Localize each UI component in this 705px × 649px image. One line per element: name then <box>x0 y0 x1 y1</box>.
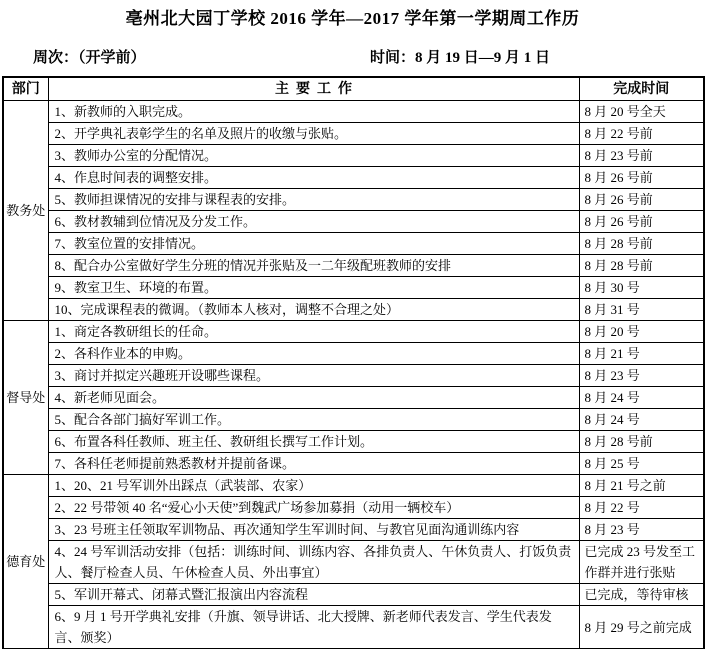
document-page <box>0 8 705 649</box>
table-row <box>3 584 704 606</box>
work-cell: 4、作息时间表的调整安排。 <box>48 167 579 189</box>
work-cell: 2、开学典礼表彰学生的名单及照片的收缴与张贴。 <box>48 123 579 145</box>
time-label: 时间：8 月 19 日—9 月 1 日 <box>370 50 551 66</box>
work-cell: 3、23 号班主任领取军训物品、再次通知学生军训时间、与教官见面沟通训练内容 <box>48 519 579 541</box>
subtitle-row <box>0 46 705 66</box>
work-cell: 5、军训开幕式、闭幕式暨汇报演出内容流程 <box>48 584 579 606</box>
work-cell: 4、24 号军训活动安排（包括：训练时间、训练内容、各排负责人、午休负责人、打饭负责人、餐厅检查人员、午休检查人员、外出事宜） <box>48 541 579 584</box>
due-cell: 8 月 20 号全天 <box>579 101 704 123</box>
table-row <box>3 409 704 431</box>
table-row <box>3 541 704 584</box>
due-cell: 8 月 24 号 <box>579 409 704 431</box>
table-row <box>3 475 704 497</box>
work-cell: 2、22 号带领 40 名“爱心小天使”到魏武广场参加募捐（动用一辆校车） <box>48 497 579 519</box>
table-row <box>3 453 704 475</box>
table-row <box>3 145 704 167</box>
due-cell: 8 月 31 号 <box>579 299 704 321</box>
work-cell: 6、布置各科任教师、班主任、教研组长撰写工作计划。 <box>48 431 579 453</box>
due-cell: 8 月 23 号 <box>579 519 704 541</box>
work-cell: 3、商讨并拟定兴趣班开设哪些课程。 <box>48 365 579 387</box>
work-cell: 9、教室卫生、环境的布置。 <box>48 277 579 299</box>
due-cell: 8 月 26 号前 <box>579 167 704 189</box>
week-label: 周次：（开学前） <box>33 50 146 66</box>
due-cell: 8 月 20 号 <box>579 321 704 343</box>
work-calendar-table <box>2 76 705 649</box>
work-cell: 6、9 月 1 号开学典礼安排（升旗、领导讲话、北大授牌、新老师代表发言、学生代表发言、颁奖） <box>48 606 579 649</box>
table-row <box>3 189 704 211</box>
work-cell: 8、配合办公室做好学生分班的情况并张贴及一二年级配班教师的安排 <box>48 255 579 277</box>
page-title: 亳州北大园丁学校 2016 学年—2017 学年第一学期周工作历 <box>125 9 580 28</box>
due-cell: 8 月 22 号前 <box>579 123 704 145</box>
work-cell: 10、完成课程表的微调。（教师本人核对，调整不合理之处） <box>48 299 579 321</box>
table-row <box>3 387 704 409</box>
work-cell: 5、配合各部门搞好军训工作。 <box>48 409 579 431</box>
table-row <box>3 233 704 255</box>
header-department: 部门 <box>3 77 48 101</box>
due-cell: 8 月 30 号 <box>579 277 704 299</box>
table-row <box>3 519 704 541</box>
work-cell: 7、教室位置的安排情况。 <box>48 233 579 255</box>
due-cell: 8 月 21 号之前 <box>579 475 704 497</box>
header-due-time: 完成时间 <box>579 77 704 101</box>
table-row <box>3 343 704 365</box>
header-row <box>3 77 704 101</box>
due-cell: 8 月 28 号前 <box>579 233 704 255</box>
table-row <box>3 211 704 233</box>
work-cell: 1、商定各教研组长的任命。 <box>48 321 579 343</box>
due-cell: 8 月 28 号前 <box>579 255 704 277</box>
table-row <box>3 299 704 321</box>
department-cell: 德育处 <box>3 475 48 649</box>
table-row <box>3 123 704 145</box>
due-cell: 8 月 28 号前 <box>579 431 704 453</box>
table-row <box>3 431 704 453</box>
due-cell: 8 月 26 号前 <box>579 211 704 233</box>
table-row <box>3 255 704 277</box>
table-row <box>3 101 704 123</box>
work-cell: 1、20、21 号军训外出踩点（武装部、农家） <box>48 475 579 497</box>
work-cell: 3、教师办公室的分配情况。 <box>48 145 579 167</box>
due-cell: 8 月 23 号 <box>579 365 704 387</box>
work-cell: 7、各科任老师提前熟悉教材并提前备课。 <box>48 453 579 475</box>
due-cell: 已完成，等待审核 <box>579 584 704 606</box>
table-row <box>3 277 704 299</box>
table-row <box>3 606 704 649</box>
table-row <box>3 497 704 519</box>
due-cell: 8 月 22 号 <box>579 497 704 519</box>
due-cell: 8 月 25 号 <box>579 453 704 475</box>
due-cell: 8 月 29 号之前完成 <box>579 606 704 649</box>
work-cell: 4、新老师见面会。 <box>48 387 579 409</box>
table-row <box>3 365 704 387</box>
table-row <box>3 167 704 189</box>
due-cell: 8 月 24 号 <box>579 387 704 409</box>
work-cell: 6、教材教辅到位情况及分发工作。 <box>48 211 579 233</box>
work-cell: 2、各科作业本的申购。 <box>48 343 579 365</box>
due-cell: 已完成 23 号发至工作群并进行张贴 <box>579 541 704 584</box>
table-row <box>3 321 704 343</box>
work-cell: 5、教师担课情况的安排与课程表的安排。 <box>48 189 579 211</box>
department-cell: 督导处 <box>3 321 48 475</box>
due-cell: 8 月 21 号 <box>579 343 704 365</box>
due-cell: 8 月 26 号前 <box>579 189 704 211</box>
header-main-work: 主 要 工 作 <box>48 77 579 101</box>
department-cell: 教务处 <box>3 101 48 321</box>
due-cell: 8 月 23 号前 <box>579 145 704 167</box>
work-cell: 1、新教师的入职完成。 <box>48 101 579 123</box>
